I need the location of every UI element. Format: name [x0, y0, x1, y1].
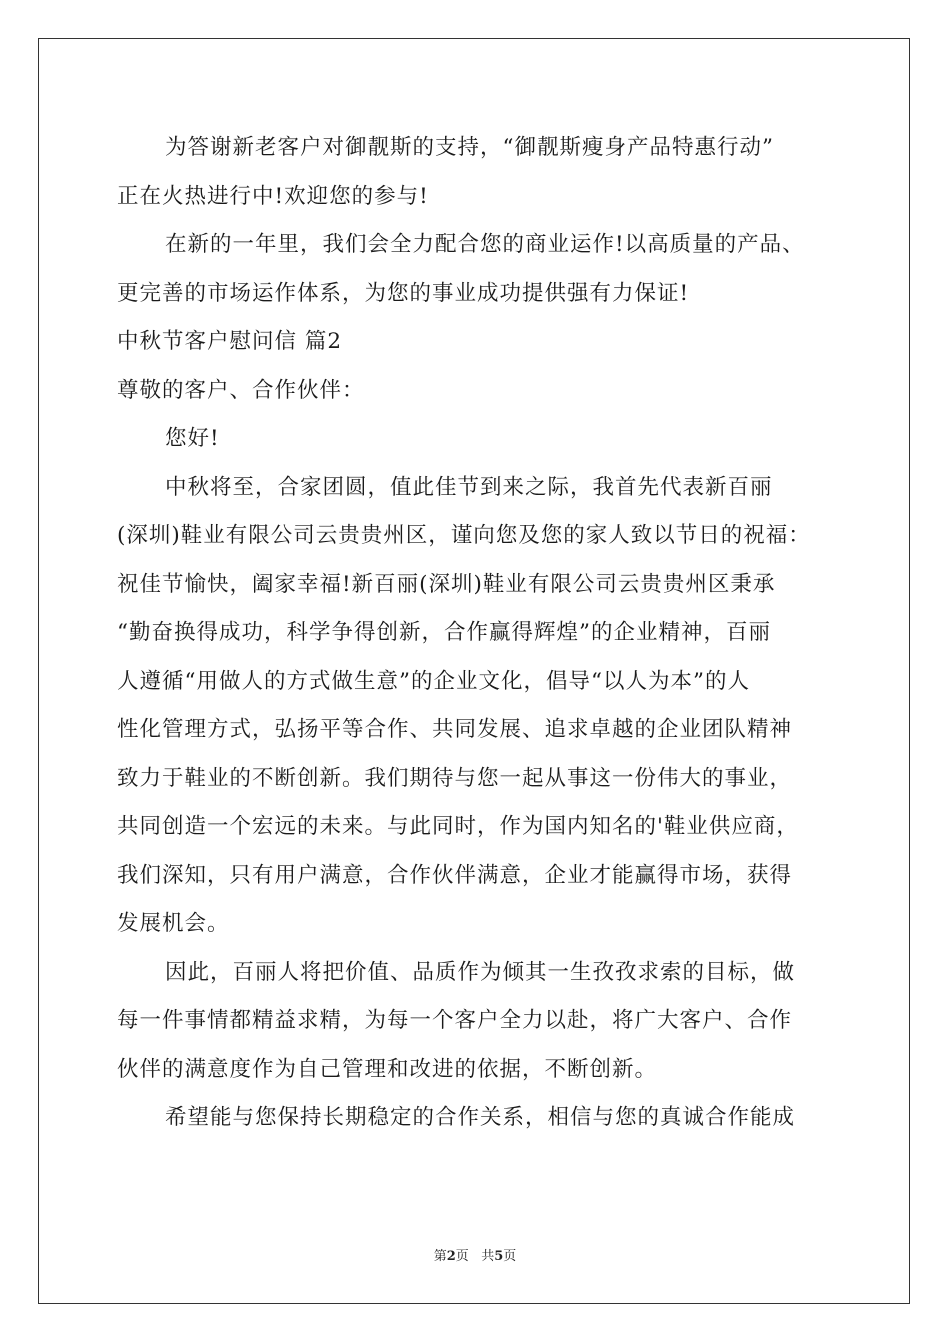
text-line: 我们深知，只有用户满意，合作伙伴满意，企业才能赢得市场，获得	[117, 862, 793, 888]
text-line: 祝佳节愉快，阖家幸福!新百丽(深圳)鞋业有限公司云贵贵州区秉承	[117, 571, 776, 597]
text-line: 中秋将至，合家团圆，值此佳节到来之际，我首先代表新百丽	[165, 474, 773, 500]
page-suffix: 页	[455, 1249, 469, 1264]
total-pages: 5	[494, 1249, 504, 1264]
greeting: 您好!	[165, 426, 220, 451]
page-number: 2	[446, 1249, 456, 1264]
text-line: 伙伴的满意度作为自己管理和改进的依据，不断创新。	[117, 1056, 658, 1082]
text-line: 每一件事情都精益求精，为每一个客户全力以赴，将广大客户、合作	[117, 1008, 793, 1033]
page-prefix: 第	[433, 1249, 447, 1264]
section-heading: 中秋节客户慰问信 篇2	[117, 329, 343, 354]
text-line: (深圳)鞋业有限公司云贵贵州区，谨向您及您的家人致以节日的祝福：	[117, 523, 811, 548]
salutation: 尊敬的客户、合作伙伴：	[117, 377, 365, 403]
text-line: 为答谢新老客户对御靓斯的支持，“御靓斯瘦身产品特惠行动”	[165, 135, 774, 160]
total-suffix: 页	[503, 1249, 517, 1264]
text-line: 人遵循“用做人的方式做生意”的企业文化，倡导“以人为本”的人	[117, 668, 750, 694]
text-line: 希望能与您保持长期稳定的合作关系，相信与您的真诚合作能成	[165, 1105, 796, 1130]
text-line: 共同创造一个宏远的未来。与此同时，作为国内知名的'鞋业供应商，	[117, 814, 799, 839]
total-prefix: 共	[481, 1249, 495, 1264]
document-body	[117, 124, 857, 1143]
text-line: 正在火热进行中!欢迎您的参与!	[117, 183, 429, 209]
text-line: 在新的一年里，我们会全力配合您的商业运作!以高质量的产品、	[165, 232, 805, 257]
text-line: “勤奋换得成功，科学争得创新，合作赢得辉煌”的企业精神，百丽	[117, 620, 771, 645]
text-line: 发展机会。	[117, 911, 230, 936]
text-line: 性化管理方式，弘扬平等合作、共同发展、追求卓越的企业团队精神	[117, 717, 793, 742]
text-line: 致力于鞋业的不断创新。我们期待与您一起从事这一份伟大的事业，	[117, 765, 793, 791]
page-footer	[0, 1248, 950, 1266]
text-line: 因此，百丽人将把价值、品质作为倾其一生孜孜求索的目标，做	[165, 959, 796, 985]
text-line: 更完善的市场运作体系，为您的事业成功提供强有力保证!	[117, 280, 690, 306]
